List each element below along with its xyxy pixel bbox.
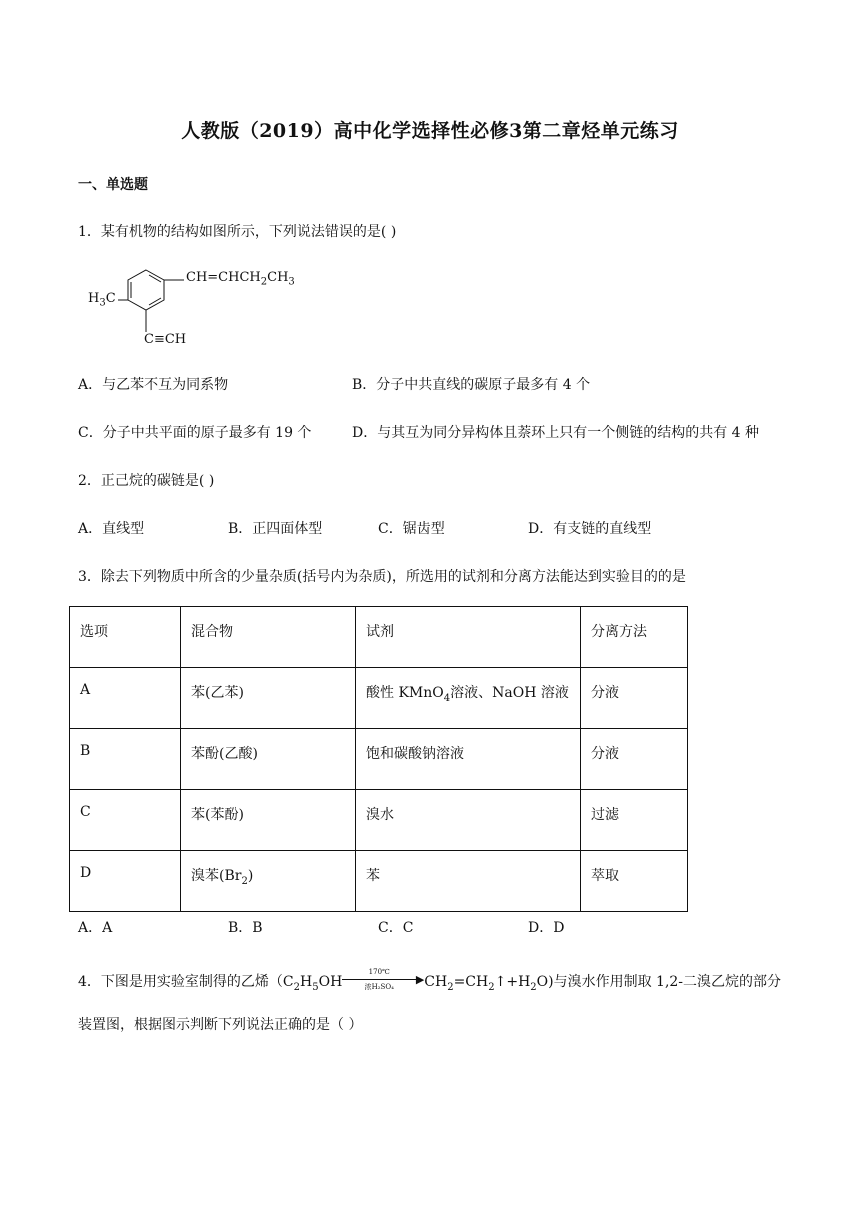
question-4-line2: 装置图，根据图示判断下列说法正确的是（ ）: [78, 1017, 363, 1033]
q2-option-a: A．直线型: [78, 521, 145, 537]
table-header-cell: 试剂: [356, 607, 581, 668]
question-1-stem: 1．某有机物的结构如图所示，下列说法错误的是( ): [78, 224, 397, 240]
q3-option-c: C．C: [378, 920, 414, 936]
q3-option-d: D．D: [528, 920, 565, 936]
q1-option-a: A．与乙苯不互为同系物: [78, 377, 229, 393]
table-cell-option: A: [70, 668, 181, 729]
table-cell-mixture: 苯(苯酚): [181, 790, 356, 851]
question-4-line1: 4．下图是用实验室制得的乙烯（$C_2H_5OH$ 170℃ ▶ 浓H₂SO₄ $CH_2=CH_2↑+H_2O$)与溴水作用制取 1,2-二溴乙烷的部分: [78, 968, 782, 993]
table-cell-reagent: 溴水: [356, 790, 581, 851]
table-row: [70, 729, 688, 790]
reaction-arrow: 170℃ ▶ 浓H₂SO₄: [342, 970, 424, 990]
q2-option-b: B．正四面体型: [228, 521, 323, 537]
structure-chain-label: $CH=CHCH_2CH_3$: [186, 270, 295, 288]
table-header-cell: 混合物: [181, 607, 356, 668]
q3-option-a: A．A: [78, 920, 113, 936]
q3-option-b: B．B: [228, 920, 263, 936]
table-row: [70, 668, 688, 729]
table-row: [70, 851, 688, 912]
q1-option-d: D．与其互为同分异构体且萘环上只有一个侧链的结构的共有 4 种: [352, 425, 760, 441]
table-cell-reagent: 饱和碳酸钠溶液: [356, 729, 581, 790]
table-header-row: [70, 607, 688, 668]
q1-option-c: C．分子中共平面的原子最多有 19 个: [78, 425, 312, 441]
q1-option-b: B．分子中共直线的碳原子最多有 4 个: [352, 377, 591, 393]
question-2-stem: 2．正己烷的碳链是( ): [78, 473, 215, 489]
structure-methyl-label: $H_3C$: [88, 291, 116, 309]
question-3-stem: 3．除去下列物质中所含的少量杂质(括号内为杂质)，所选用的试剂和分离方法能达到实验目的的是: [78, 569, 686, 585]
page-title: 人教版（2019）高中化学选择性必修3第二章烃单元练习: [181, 120, 679, 142]
table-cell-method: 过滤: [581, 790, 688, 851]
table-cell-reagent: 酸性 KMnO$_4$溶液、NaOH 溶液: [356, 668, 581, 729]
table-cell-mixture: 苯酚(乙酸): [181, 729, 356, 790]
q2-option-d: D．有支链的直线型: [528, 521, 652, 537]
q3-table: [69, 606, 688, 912]
q2-option-c: C．锯齿型: [378, 521, 445, 537]
structure-alkyne-label: C≡CH: [144, 332, 187, 347]
table-cell-method: 萃取: [581, 851, 688, 912]
table-cell-reagent: 苯: [356, 851, 581, 912]
table-header-cell: 选项: [70, 607, 181, 668]
table-cell-method: 分液: [581, 668, 688, 729]
table-cell-mixture: 苯(乙苯): [181, 668, 356, 729]
table-row: [70, 790, 688, 851]
table-cell-method: 分液: [581, 729, 688, 790]
section-heading: 一、单选题: [78, 177, 148, 193]
table-cell-option: B: [70, 729, 181, 790]
table-header-cell: 分离方法: [581, 607, 688, 668]
table-cell-option: D: [70, 851, 181, 912]
table-cell-option: C: [70, 790, 181, 851]
table-cell-mixture: 溴苯$(Br_2)$: [181, 851, 356, 912]
